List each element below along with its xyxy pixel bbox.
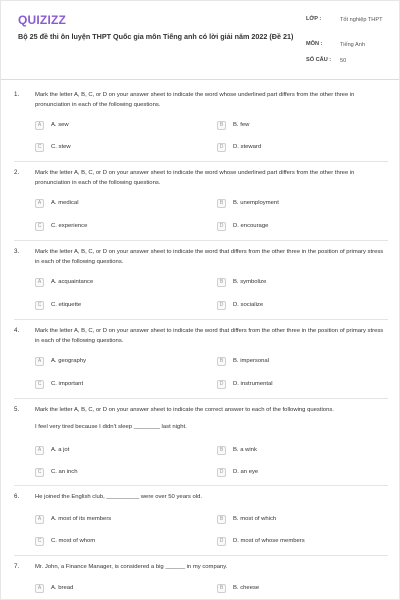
meta-value: Tiếng Anh [340,42,365,48]
option-d[interactable] [217,467,258,477]
question-text: Mr. John, a Finance Manager, is considered a big ______ in my company. [35,564,228,570]
option-c[interactable] [35,221,87,231]
option-letter-box: D [217,222,226,231]
option-text: D. most of whose members [233,538,305,544]
meta-row-count [306,57,346,65]
option-letter-box: C [35,537,44,546]
option-a[interactable] [35,277,93,287]
quizizz-logo: QUIZIZZ [18,13,67,27]
option-text: C. stew [51,144,71,150]
worksheet-header [1,1,399,80]
option-letter-box: A [35,446,44,455]
divider [14,398,388,399]
divider [14,161,388,162]
option-text: C. etiquette [51,302,82,308]
option-text: B. a wink [233,447,257,453]
option-text: D. instrumental [233,381,273,387]
option-b[interactable] [217,356,269,366]
page-title: Bộ 25 đề thi ôn luyện THPT Quốc gia môn Tiếng anh có lời giải năm 2022 (Đề 21) [18,32,294,41]
option-letter-box: D [217,380,226,389]
option-letter-box: B [217,357,226,366]
divider [14,240,388,241]
option-letter-box: B [217,278,226,287]
question-number: 2. [14,169,20,176]
option-a[interactable] [35,445,69,455]
option-text: C. an inch [51,469,78,475]
option-d[interactable] [217,379,273,389]
option-text: D. an eye [233,469,259,475]
option-text: B. impersonal [233,358,270,364]
meta-row-class [306,16,383,24]
question-text: Mark the letter A, B, C, or D on your answer sheet to indicate the word whose underlined part differs from the other three in pronunciation in each of the following questions. [35,170,355,186]
option-text: C. important [51,381,84,387]
option-text: A. a jot [51,447,70,453]
question-text: Mark the letter A, B, C, or D on your answer sheet to indicate the word that differs from the other three in the position of primary stress in each of the following questions. [35,249,384,265]
option-c[interactable] [35,536,95,546]
option-letter-box: D [217,301,226,310]
option-letter-box: B [217,199,226,208]
option-letter-box: C [35,222,44,231]
question-text: Mark the letter A, B, C, or D on your answer sheet to indicate the word that differs from the other three in the position of primary stress in each of the following questions. [35,328,384,344]
option-letter-box: D [217,468,226,477]
meta-value: Tốt nghiệp THPT [340,17,383,23]
option-d[interactable] [217,142,261,152]
option-text: C. most of whom [51,538,96,544]
option-b[interactable] [217,445,257,455]
option-text: B. symbolize [233,279,267,285]
question-text: Mark the letter A, B, C, or D on your answer sheet to indicate the word whose underlined part differs from the other three in pronunciation in each of the following questions. [35,92,355,108]
option-a[interactable] [35,514,111,524]
divider [14,485,388,486]
option-b[interactable] [217,198,279,208]
option-text: B. unemployment [233,200,279,206]
question-number: 4. [14,327,20,334]
option-letter-box: B [217,584,226,593]
option-letter-box: B [217,515,226,524]
meta-row-subject [306,41,365,49]
option-text: B. most of which [233,516,277,522]
meta-label: SỐ CÂU : [306,57,332,63]
option-b[interactable] [217,514,276,524]
question-number: 6. [14,493,20,500]
option-letter-box: A [35,199,44,208]
option-letter-box: C [35,468,44,477]
option-text: B. cheese [233,585,260,591]
question-sentence: I feel very tired because I didn't sleep ________ last night. [35,424,187,430]
option-text: B. few [233,122,250,128]
meta-label: LỚP : [306,16,322,22]
option-letter-box: A [35,515,44,524]
option-letter-box: C [35,380,44,389]
option-b[interactable] [217,277,266,287]
option-d[interactable] [217,221,268,231]
question-number: 7. [14,563,20,570]
option-text: D. encourage [233,223,269,229]
option-a[interactable] [35,198,79,208]
option-text: D. steward [233,144,262,150]
divider [14,555,388,556]
option-letter-box: A [35,121,44,130]
option-d[interactable] [217,536,305,546]
meta-value: 50 [340,58,347,64]
option-b[interactable] [217,583,259,593]
option-text: A. most of its members [51,516,112,522]
question-number: 1. [14,91,20,98]
option-text: A. acquaintance [51,279,94,285]
question-number: 3. [14,248,20,255]
option-text: D. socialize [233,302,264,308]
option-a[interactable] [35,120,69,130]
question-number: 5. [14,406,20,413]
option-text: C. experience [51,223,88,229]
option-c[interactable] [35,300,81,310]
question-text: He joined the English club, __________ were over 50 years old. [35,494,203,500]
option-a[interactable] [35,583,73,593]
option-letter-box: B [217,446,226,455]
option-d[interactable] [217,300,263,310]
option-text: A. sew [51,122,69,128]
meta-label: MÔN : [306,41,323,47]
option-c[interactable] [35,379,83,389]
option-letter-box: C [35,143,44,152]
option-c[interactable] [35,467,78,477]
option-text: A. medical [51,200,79,206]
option-text: A. bread [51,585,74,591]
option-text: A. geography [51,358,87,364]
option-b[interactable] [217,120,249,130]
option-letter-box: D [217,143,226,152]
question-text: Mark the letter A, B, C, or D on your answer sheet to indicate the correct answer to each of the following questions. [35,407,334,413]
option-letter-box: A [35,584,44,593]
option-letter-box: C [35,301,44,310]
option-letter-box: A [35,357,44,366]
divider [14,319,388,320]
option-letter-box: D [217,537,226,546]
option-c[interactable] [35,142,71,152]
option-letter-box: A [35,278,44,287]
option-letter-box: B [217,121,226,130]
option-a[interactable] [35,356,86,366]
